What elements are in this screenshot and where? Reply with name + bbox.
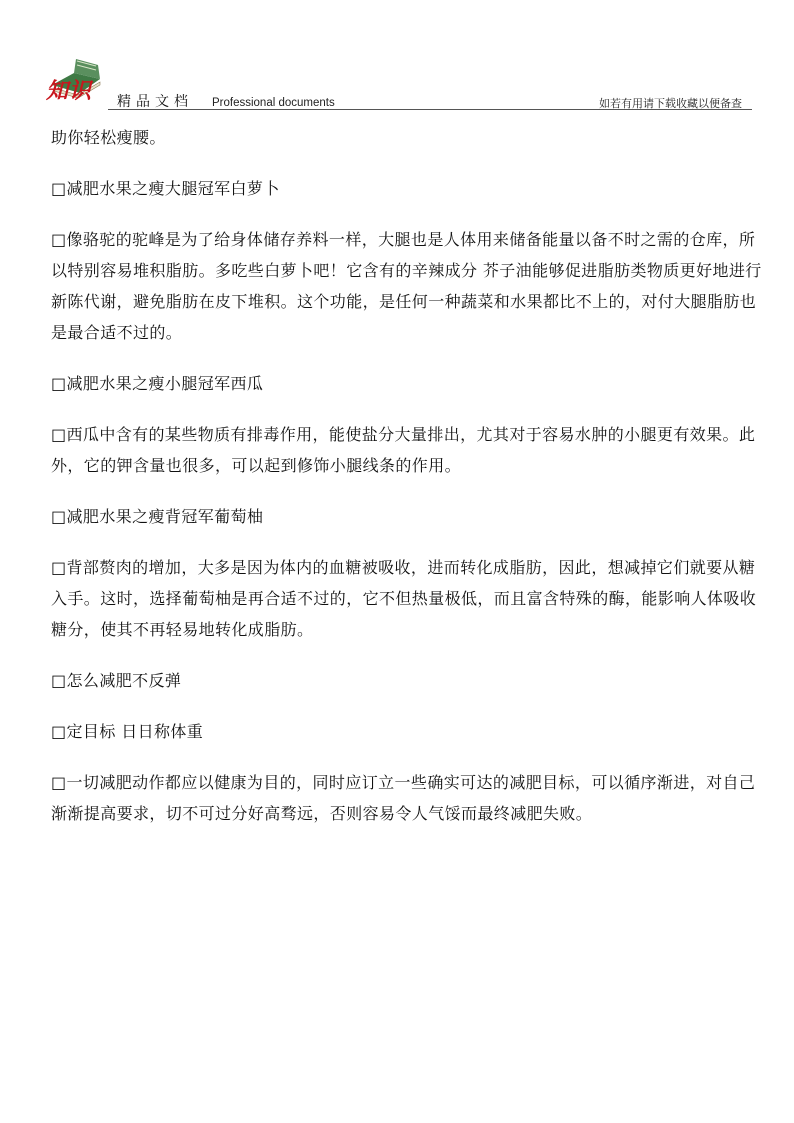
header-divider — [108, 109, 752, 110]
paragraph-white-radish: □像骆驼的驼峰是为了给身体储存养料一样，大腿也是人体用来储备能量以备不时之需的仓库，所以特别容易堆积脂肪。多吃些白萝卜吧！它含有的辛辣成分 芥子油能够促进脂肪类物质更好地进行新陈代谢，避免脂肪在皮下堆积。这个功能，是任何一种蔬菜和水果都比不上的，对付大腿脂肪也是最合适不过的。 — [51, 230, 762, 342]
heading-no-rebound: □怎么减肥不反弹 — [51, 671, 182, 690]
heading-set-goals: □定目标 日日称体重 — [51, 722, 204, 741]
heading-watermelon: □减肥水果之瘦小腿冠军西瓜 — [51, 374, 264, 393]
brand-title: 精品文档 — [117, 94, 193, 110]
paragraph-watermelon: □西瓜中含有的某些物质有排毒作用，能使盐分大量排出，尤其对于容易水肿的小腿更有效果。此外，它的钾含量也很多，可以起到修饰小腿线条的作用。 — [51, 425, 756, 475]
paragraph-grapefruit: □背部赘肉的增加，大多是因为体内的血糖被吸收，进而转化成脂肪，因此，想减掉它们就要从糖入手。这时，选择葡萄柚是再合适不过的，它不但热量极低，而且富含特殊的酶，能影响人体吸收糖分，使其不再轻易地转化成脂肪。 — [51, 558, 757, 639]
header-note: 如若有用请下载收藏以便备查 — [599, 97, 742, 110]
heading-grapefruit: □减肥水果之瘦背冠军葡萄柚 — [51, 507, 264, 526]
paragraph-set-goals: □一切减肥动作都应以健康为目的，同时应订立一些确实可达的减肥目标，可以循序渐进，对自己渐渐提高要求，切不可过分好高骛远，否则容易令人气馁而最终减肥失败。 — [51, 773, 756, 823]
brand-subtitle: Professional documents — [212, 97, 335, 109]
paragraph-1: 助你轻松瘦腰。 — [51, 128, 166, 147]
heading-white-radish: □减肥水果之瘦大腿冠军白萝卜 — [51, 179, 280, 198]
document-body — [51, 122, 763, 849]
logo-text: 知识 — [46, 78, 93, 104]
page-header — [0, 0, 794, 112]
